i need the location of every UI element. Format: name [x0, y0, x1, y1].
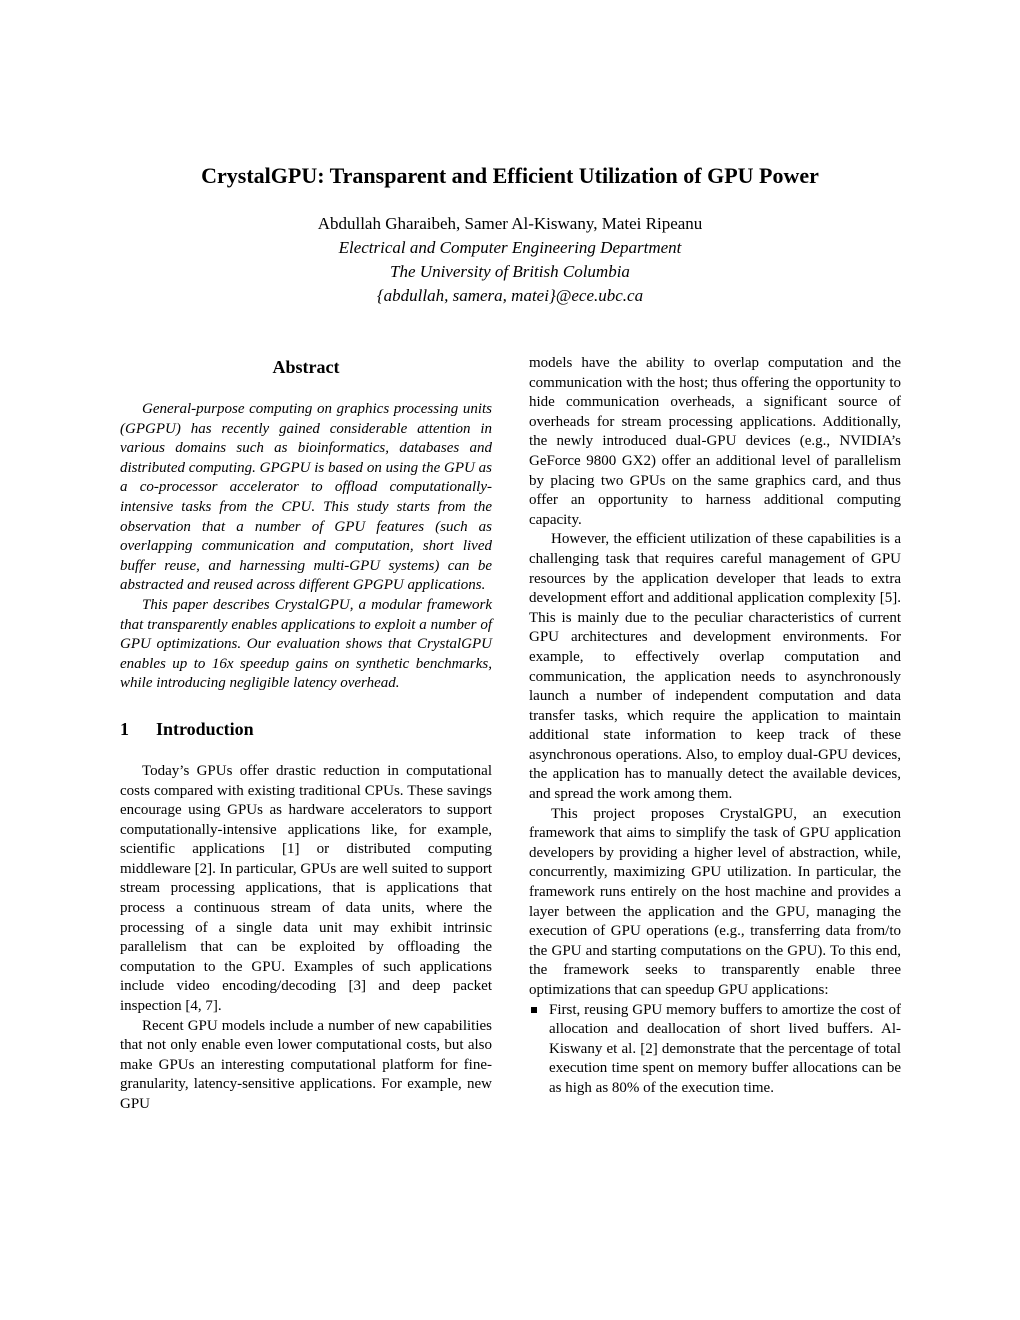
email: {abdullah, samera, matei}@ece.ubc.ca — [376, 286, 644, 305]
department: Electrical and Computer Engineering Department — [338, 238, 682, 257]
abstract-paragraph: General-purpose computing on graphics processing units (GPGPU) has recently gained considerable attention in various domains such as bioinformatics, databases and distributed computing. GPGPU is based on using the GPU as a co-processor accelerator to offload computationally-intensive tasks from the CPU. This study starts from the observation that a number of GPU features (such as overlapping communication and computation, short lived buffer reuse, and harnessing multi-GPU systems) can be abstracted and reused across different GPGPU applications. — [120, 401, 492, 594]
introduction-body-right — [529, 354, 901, 1099]
section-heading-introduction — [120, 716, 492, 742]
optimization-list — [529, 1001, 901, 1099]
body-paragraph: However, the efficient utilization of these capabilities is a challenging task that requires careful management of GPU resources by the application developer that leads to extra development effort and additional application complexity [5]. This is mainly due to the peculiar characteristics of current GPU architectures and development environments. For example, to effectively overlap computation and communication, the application needs to asynchronously launch a number of independent computation and data transfer tasks, which require the application to maintain additional state information to keep track of these asynchronous operations. Also, to employ dual-GPU devices, the application has to manually detect the available devices, and spread the work among them. — [529, 531, 901, 803]
body-paragraph: This project proposes CrystalGPU, an execution framework that aims to simplify the task of GPU application developers by providing a higher level of abstraction, while, concurrently, maximizing GPU utilization. In particular, the framework runs entirely on the host machine and provides a layer between the application and the GPU, managing the execution of GPU operations (e.g., transferring data from/to the GPU and starting computations on the GPU). To this end, the framework seeks to transparently enable three optimizations that can speedup GPU applications: — [529, 805, 901, 998]
abstract-body — [120, 400, 492, 694]
university: The University of British Columbia — [390, 262, 630, 281]
body-paragraph: Today’s GPUs offer drastic reduction in computational costs compared with existing traditional CPUs. These savings encourage using GPUs as hardware accelerators to support computationally-intensive applications like, for example, scientific applications [1] or distributed computing middleware [2]. In particular, GPUs are well suited to support stream processing applications, that is applications that process a continuous stream of data units, where the processing of a single data unit may exhibit intrinsic parallelism that can be exploited by offloading the computation to the GPU. Examples of such applications include video encoding/decoding [3] and deep packet inspection [4, 7]. — [120, 762, 492, 1015]
section-title: Introduction — [156, 718, 254, 739]
abstract-paragraph: This paper describes CrystalGPU, a modular framework that transparently enables applications to exploit a number of GPU optimizations. Our evaluation shows that CrystalGPU enables up to 16x speedup gains on synthetic benchmarks, while introducing negligible latency overhead. — [120, 596, 492, 692]
abstract-heading: Abstract — [272, 357, 340, 377]
body-paragraph: Recent GPU models include a number of new capabilities that not only enable even lower computational costs, but also make GPUs an interesting computational platform for fine-granularity, latency-sensitive applications. For example, new GPU — [120, 1017, 492, 1112]
introduction-body-left — [120, 762, 492, 1115]
list-item — [529, 1001, 901, 1099]
right-column — [529, 354, 901, 1099]
paper-title: CrystalGPU: Transparent and Efficient Utilization of GPU Power — [201, 163, 819, 188]
body-paragraph-continued: models have the ability to overlap computation and the communication with the host; thus offering the opportunity to hide communication overheads, a significant source of overheads for stream processing applications. Additionally, the newly introduced dual-GPU devices (e.g., NVIDIA’s GeForce 9800 GX2) offer an additional level of parallelism by placing two GPUs on the same graphics card, and thus offer an opportunity to harness additional computing capacity. — [529, 355, 901, 528]
author-block — [0, 212, 1020, 308]
author-names: Abdullah Gharaibeh, Samer Al-Kiswany, Matei Ripeanu — [317, 214, 703, 233]
left-column — [120, 354, 492, 1115]
list-item-text: First, reusing GPU memory buffers to amortize the cost of allocation and deallocation of short lived buffers. Al-Kiswany et al. [2] demonstrate that the percentage of total execution time spent on memory buffer allocations can be as high as 80% of the execution time. — [549, 1001, 901, 1096]
section-number: 1 — [120, 718, 129, 739]
square-bullet-icon — [531, 1007, 537, 1013]
